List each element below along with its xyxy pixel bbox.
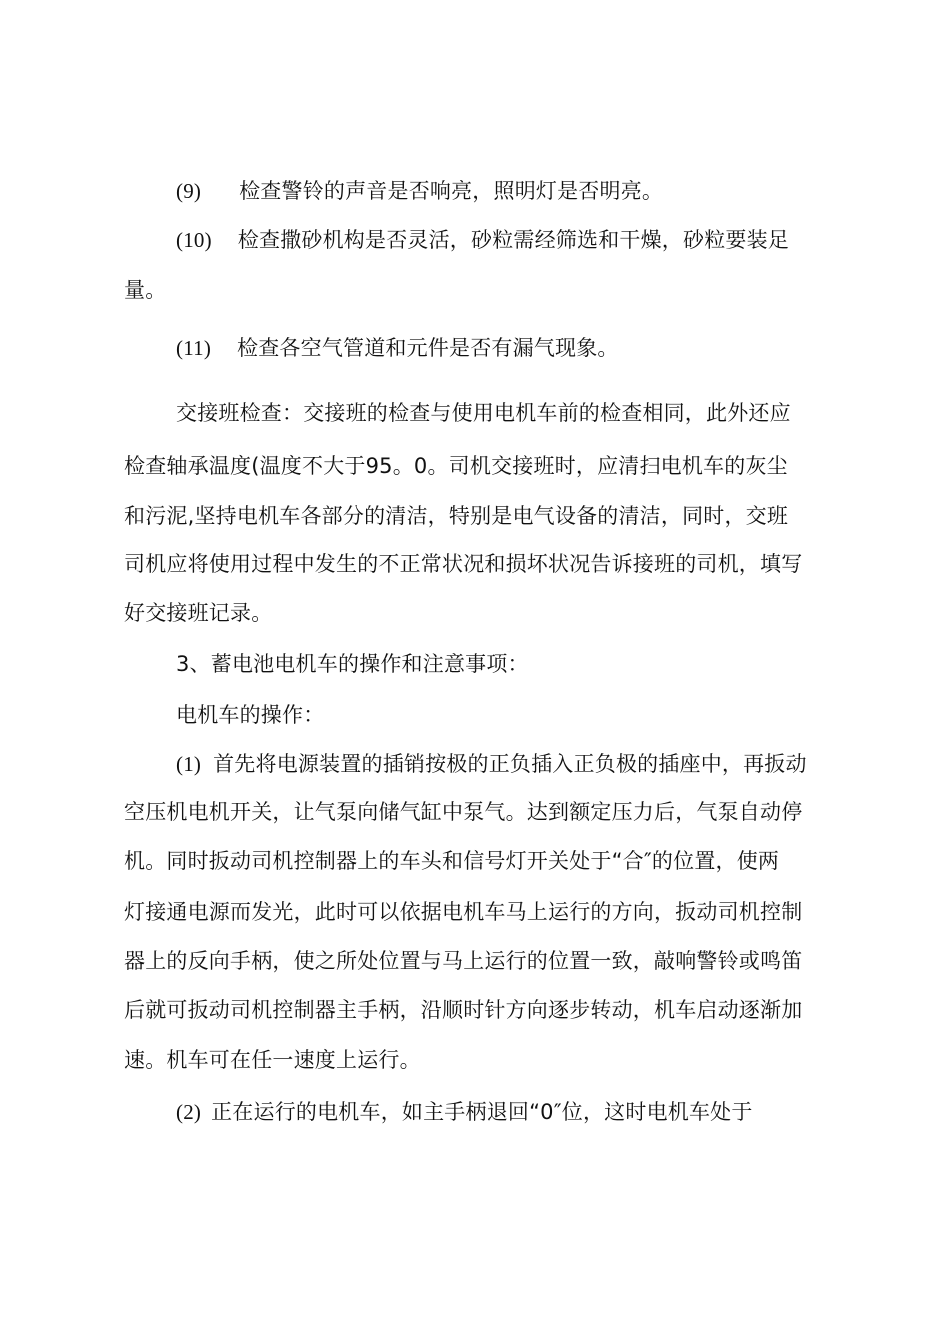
list-item (176, 225, 789, 255)
list-item (176, 176, 663, 206)
item-number: (1) (176, 752, 202, 776)
item-text: 检查各空气管道和元件是否有漏气现象。 (237, 336, 619, 360)
op-item-line: 空压机电机开关，让气泵向储气缸中泵气。达到额定压力后，气泵自动停 (124, 800, 803, 824)
item-number: (2) (176, 1100, 202, 1124)
handover-line: 交接班检查：交接班的检查与使用电机车前的检查相同，此外还应 (176, 401, 791, 425)
op-item-line: 速。机车可在任一速度上运行。 (124, 1048, 421, 1072)
handover-line: 好交接班记录。 (124, 601, 273, 625)
list-item (176, 333, 619, 363)
item-text: 正在运行的电机车，如主手柄退回“0″位，这时电机车处于 (211, 1100, 753, 1124)
op-item-line: 后就可扳动司机控制器主手柄，沿顺时针方向逐步转动，机车启动逐渐加 (124, 998, 803, 1022)
handover-line: 司机应将使用过程中发生的不正常状况和损坏状况告诉接班的司机，填写 (124, 552, 803, 576)
section-subheading: 电机车的操作： (176, 703, 325, 727)
item-number: (11) (176, 336, 212, 360)
item-text: 检查撒砂机构是否灵活，砂粒需经筛选和干燥，砂粒要装足 (237, 228, 789, 252)
item-number: (10) (176, 228, 212, 252)
handover-line: 和污泥,坚持电机车各部分的清洁，特别是电气设备的清洁，同时，交班 (124, 504, 789, 528)
item-continuation: 量。 (124, 278, 167, 302)
op-item-line: 器上的反向手柄，使之所处位置与马上运行的位置一致，敲响警铃或鸣笛 (124, 949, 803, 973)
item-number: (9) (176, 179, 202, 203)
op-item-first-line (176, 749, 807, 779)
op-item-line: 机。同时扳动司机控制器上的车头和信号灯开关处于“合″的位置，使两 (124, 849, 780, 873)
item-text: 首先将电源装置的插销按极的正负插入正负极的插座中，再扳动 (213, 752, 807, 776)
item-text: 检查警铃的声音是否响亮，照明灯是否明亮。 (239, 179, 664, 203)
op-item-line: 灯接通电源而发光，此时可以依据电机车马上运行的方向，扳动司机控制 (124, 900, 803, 924)
section-heading: 3、蓄电池电机车的操作和注意事项： (176, 652, 529, 676)
op-item-first-line (176, 1097, 753, 1127)
handover-line: 检查轴承温度(温度不大于95。0。司机交接班时，应清扫电机车的灰尘 (124, 454, 788, 478)
